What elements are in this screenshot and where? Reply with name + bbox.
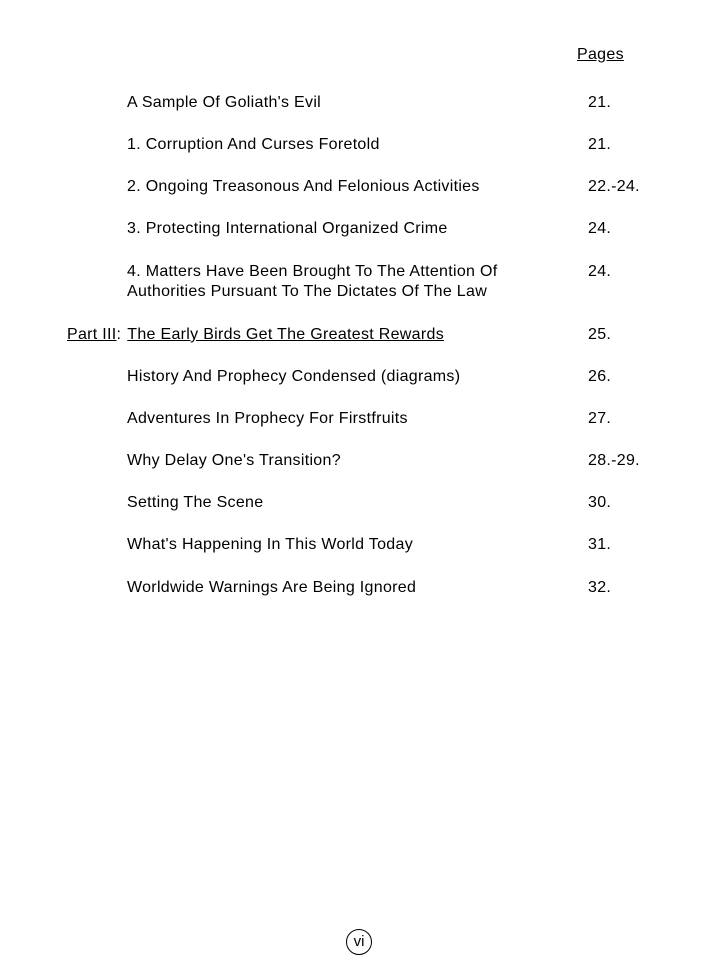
toc-entry-page: 21. <box>588 94 612 111</box>
toc-entry-page: 27. <box>588 410 612 427</box>
page-number-badge: vi <box>346 929 372 955</box>
toc-entry-page: 22.-24. <box>588 178 640 195</box>
part-heading <box>67 325 444 345</box>
toc-entry-title: History And Prophecy Condensed (diagrams) <box>127 368 461 385</box>
toc-entry-title: Worldwide Warnings Are Being Ignored <box>127 579 417 596</box>
toc-entry-title: What's Happening In This World Today <box>127 536 414 553</box>
toc-entry-title: 1. Corruption And Curses Foretold <box>127 136 380 153</box>
toc-entry-page: 31. <box>588 536 612 553</box>
toc-entry-page: 28.-29. <box>588 452 640 469</box>
toc-entry-page: 30. <box>588 494 612 511</box>
part-page: 25. <box>588 326 612 343</box>
toc-entry-page: 24. <box>588 220 612 237</box>
toc-entry-title: Setting The Scene <box>127 494 264 511</box>
toc-entry-title: 3. Protecting International Organized Crime <box>127 220 448 237</box>
toc-entry-title: A Sample Of Goliath's Evil <box>127 94 322 111</box>
part-colon: : <box>116 326 122 343</box>
toc-entry-page: 24. <box>588 263 612 280</box>
pages-column-header: Pages <box>577 46 624 63</box>
toc-entry-title-line1: 4. Matters Have Been Brought To The Attention Of <box>127 263 498 280</box>
toc-entry-title: Why Delay One's Transition? <box>127 452 341 469</box>
part-number: Part III <box>67 326 117 343</box>
toc-entry-page: 26. <box>588 368 612 385</box>
toc-entry-title-line2: Authorities Pursuant To The Dictates Of The Law <box>127 283 488 300</box>
toc-entry-page: 32. <box>588 579 612 596</box>
toc-entry-title: Adventures In Prophecy For Firstfruits <box>127 410 408 427</box>
part-title: The Early Birds Get The Greatest Rewards <box>127 326 444 343</box>
toc-entry-title: 2. Ongoing Treasonous And Felonious Activities <box>127 178 480 195</box>
toc-entry-page: 21. <box>588 136 612 153</box>
